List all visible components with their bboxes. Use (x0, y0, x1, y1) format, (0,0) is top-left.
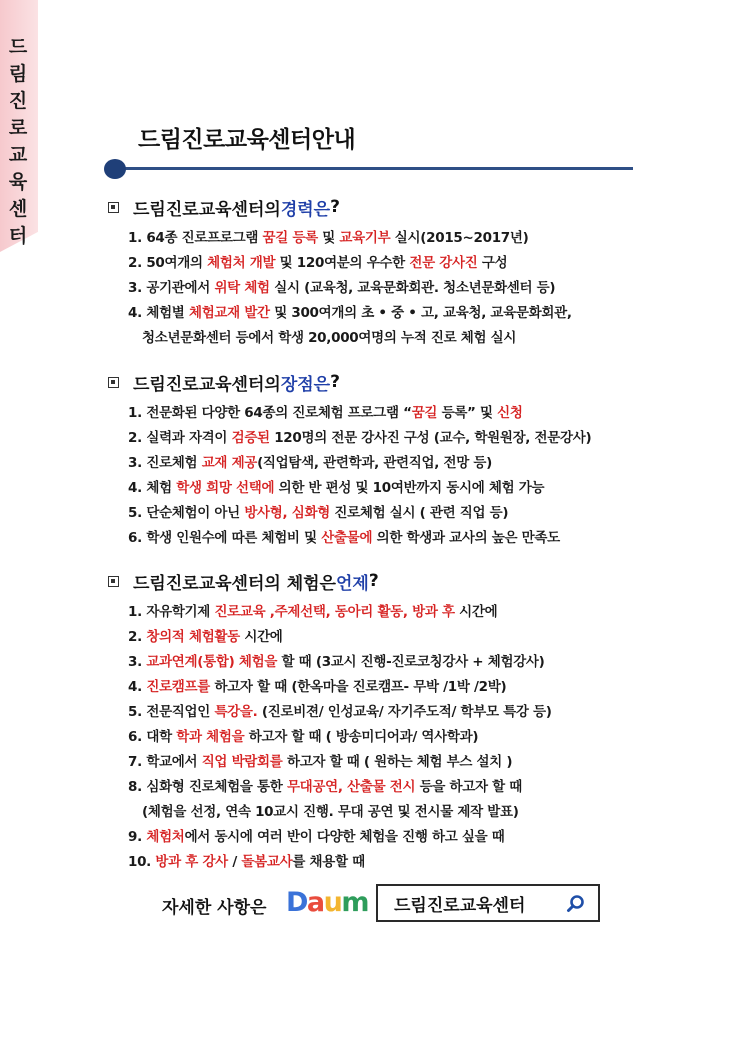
list-item (128, 401, 591, 426)
item-text: 2. (128, 629, 147, 645)
item-text: 4. (128, 679, 147, 695)
section-heading-suffix: ? (368, 571, 379, 591)
item-text: 9. (128, 829, 147, 845)
highlight-text: 방과 후 강사 (155, 854, 228, 870)
item-text: (체험을 선정, 연속 10교시 진행. 무대 공연 및 전시물 제작 발표) (142, 804, 519, 820)
section-heading-key: 경력은 (280, 199, 331, 220)
list-item (128, 650, 552, 675)
section-heading-key: 언제 (335, 573, 369, 594)
search-icon[interactable] (566, 894, 586, 914)
section-items (128, 226, 572, 351)
item-text: 6. 학생 인원수에 따른 체험비 및 (128, 530, 322, 546)
item-text: 하고자 할 때 ( 원하는 체험 부스 설치 ) (282, 754, 513, 770)
list-item (128, 725, 552, 750)
item-text: 진로체험 실시 ( 관련 직업 등) (330, 505, 509, 521)
section-items (128, 600, 552, 875)
highlight-text: 창의적 체험활동 (146, 629, 240, 645)
highlight-text: 신청 (497, 405, 523, 421)
item-text: 시간에 (454, 604, 498, 620)
highlight-text: 검증된 (231, 430, 270, 446)
list-item (128, 526, 591, 551)
item-text: 1. 전문화된 다양한 64종의 진로체험 프로그램 “ (128, 405, 412, 421)
item-text: 4. 체험별 (128, 305, 189, 321)
item-text: 및 120여분의 우수한 (275, 255, 410, 271)
item-text: 시간에 (239, 629, 283, 645)
item-text: 등을 하고자 할 때 (415, 779, 523, 795)
item-text: 8. 심화형 진로체험을 통한 (128, 779, 287, 795)
section-heading-prefix: 드림진로교육센터의 (133, 199, 281, 220)
item-text: 3. 공기관에서 (128, 280, 215, 296)
item-text: 청소년문화센터 등에서 학생 20,000여명의 누적 진로 체험 실시 (142, 330, 517, 346)
list-item (128, 675, 552, 700)
highlight-text: 체험처 개발 (207, 255, 276, 271)
item-text: 7. 학교에서 (128, 754, 202, 770)
highlight-text: 돌봄교사 (241, 854, 293, 870)
item-text: 의한 반 편성 및 10여반까지 동시에 체험 가능 (274, 480, 545, 496)
search-box[interactable] (376, 884, 600, 922)
highlight-text: 교육기부 (339, 230, 391, 246)
title-dot (104, 159, 126, 179)
title-rule (110, 167, 633, 170)
item-text: 3. (128, 654, 147, 670)
highlight-text: 체험교재 발간 (188, 305, 270, 321)
list-item (128, 501, 591, 526)
highlight-text: 특강을. (214, 704, 258, 720)
square-bullet-icon (108, 576, 119, 587)
item-text: 실시(2015~2017년) (390, 230, 529, 246)
item-text: 의한 학생과 교사의 높은 만족도 (372, 530, 560, 546)
item-text: 할 때 (3교시 진행-진로코칭강사 + 체험강사) (277, 654, 545, 670)
daum-logo[interactable]: Daum (286, 887, 369, 918)
list-item (128, 451, 591, 476)
item-text: 5. 단순체험이 아닌 (128, 505, 245, 521)
highlight-text: 학과 체험을 (176, 729, 245, 745)
highlight-text: 진로교육 ,주제선택, 동아리 활동, 방과 후 (214, 604, 455, 620)
highlight-text: 교재 제공 (201, 455, 258, 471)
item-text: (진로비젼/ 인성교육/ 자기주도적/ 학부모 특강 등) (257, 704, 552, 720)
item-text: 등록” 및 (437, 405, 498, 421)
highlight-text: 무대공연, 산출물 전시 (286, 779, 416, 795)
footer-label: 자세한 사항은 (162, 898, 267, 918)
list-item (128, 326, 572, 351)
section-heading (108, 369, 591, 395)
list-item (128, 850, 552, 875)
list-item (128, 775, 552, 800)
section-items (128, 401, 591, 551)
item-text: 를 채용할 때 (292, 854, 365, 870)
highlight-text: 방사형, 심화형 (244, 505, 330, 521)
item-text: (직업탐색, 관련학과, 관련직업, 전망 등) (257, 455, 493, 471)
item-text: 및 300여개의 초 • 중 • 고, 교육청, 교육문화회관, (269, 305, 572, 321)
item-text: 1. 64종 진로프로그램 (128, 230, 263, 246)
page-title: 드림진로교육센터안내 (138, 127, 356, 153)
section-heading-key: 장점은 (280, 374, 331, 395)
section-strengths (108, 369, 591, 551)
side-tab-label: 드 림 진 로 교 육 센 터 (8, 36, 28, 247)
section-heading-suffix: ? (330, 197, 340, 217)
highlight-text: 체험처 (146, 829, 185, 845)
list-item (128, 476, 591, 501)
highlight-text: 전문 강사진 (409, 255, 478, 271)
square-bullet-icon (108, 377, 119, 388)
highlight-text: 꿈길 등록 (262, 230, 318, 246)
item-text: 구성 (477, 255, 508, 271)
item-text: 2. 실력과 자격이 (128, 430, 232, 446)
section-career (108, 194, 572, 351)
section-heading (108, 568, 552, 594)
section-when (108, 568, 552, 875)
item-text: 하고자 할 때 (한옥마을 진로캠프- 무박 /1박 /2박) (210, 679, 507, 695)
item-text: 1. 자유학기제 (128, 604, 215, 620)
item-text: 2. 50여개의 (128, 255, 208, 271)
section-heading-suffix: ? (330, 372, 340, 392)
section-heading-prefix: 드림진로교육센터의 (133, 374, 281, 395)
highlight-text: 위탁 체험 (214, 280, 270, 296)
list-item (128, 800, 552, 825)
list-item (128, 600, 552, 625)
section-heading (108, 194, 572, 220)
item-text: 3. 진로체험 (128, 455, 202, 471)
item-text: / (227, 854, 242, 870)
section-heading-prefix: 드림진로교육센터의 체험은 (133, 573, 336, 594)
highlight-text: 학생 희망 선택에 (176, 480, 275, 496)
list-item (128, 700, 552, 725)
search-text: 드림진로교육센터 (394, 895, 526, 916)
item-text: 하고자 할 때 ( 방송미디어과/ 역사학과) (244, 729, 479, 745)
item-text: 4. 체험 (128, 480, 177, 496)
highlight-text: 산출물에 (321, 530, 373, 546)
item-text: 120명의 전문 강사진 구성 (교수, 학원원장, 전문강사) (269, 430, 592, 446)
item-text: 및 (317, 230, 340, 246)
item-text: 실시 (교육청, 교육문화회관. 청소년문화센터 등) (269, 280, 556, 296)
list-item (128, 625, 552, 650)
highlight-text: 직업 박람회를 (201, 754, 283, 770)
highlight-text: 교과연계(통합) 체험을 (146, 654, 278, 670)
list-item (128, 251, 572, 276)
square-bullet-icon (108, 202, 119, 213)
list-item (128, 825, 552, 850)
highlight-text: 진로캠프를 (146, 679, 211, 695)
list-item (128, 301, 572, 326)
list-item (128, 226, 572, 251)
item-text: 에서 동시에 여러 반이 다양한 체험을 진행 하고 싶을 때 (184, 829, 505, 845)
list-item (128, 426, 591, 451)
item-text: 6. 대학 (128, 729, 177, 745)
list-item (128, 750, 552, 775)
item-text: 10. (128, 854, 156, 870)
item-text: 5. 전문직업인 (128, 704, 215, 720)
list-item (128, 276, 572, 301)
highlight-text: 꿈길 (411, 405, 438, 421)
